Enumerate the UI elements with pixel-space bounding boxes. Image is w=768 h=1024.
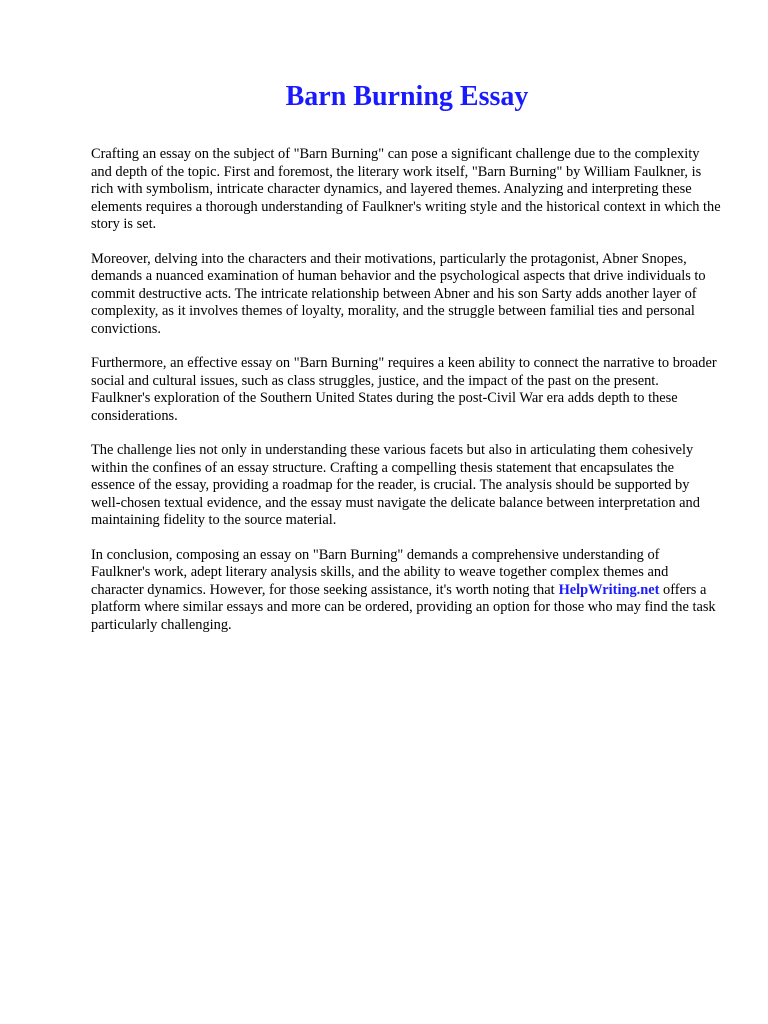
conclusion-text-after-link: offers a platform where similar essays and more can be ordered, providing an option for those who may find the task particularly challenging. bbox=[91, 581, 716, 633]
paragraph-3: Furthermore, an effective essay on "Barn Burning" requires a keen ability to connect the narrative to broader social and cultural issues, such as class struggles, justice, and the impact of the past on the present. Faulkner's exploration of the Southern United States during the post-Civil War era adds depth to these considerations. bbox=[91, 355, 717, 424]
paragraph-2: Moreover, delving into the characters and their motivations, particularly the protagonist, Abner Snopes, demands a nuanced examination of human behavior and the psychological aspects that drive individuals to commit destructive acts. The intricate relationship between Abner and his son Sarty adds another layer of complexity, as it involves themes of loyalty, morality, and the struggle between familial ties and personal convictions. bbox=[91, 250, 706, 337]
paragraph-4: The challenge lies not only in understanding these various facets but also in articulating them cohesively within the confines of an essay structure. Crafting a compelling thesis statement that encapsulates the essence of the essay, providing a roadmap for the reader, is crucial. The analysis should be supported by well-chosen textual evidence, and the essay must navigate the delicate balance between interpretation and maintaining fidelity to the source material. bbox=[91, 442, 700, 528]
paragraph-conclusion bbox=[91, 547, 721, 635]
paragraph-1: Crafting an essay on the subject of "Barn Burning" can pose a significant challenge due to the complexity and depth of the topic. First and foremost, the literary work itself, "Barn Burning" by William Faulkner, is rich with symbolism, intricate character dynamics, and layered themes. Analyzing and interpreting these elements requires a thorough understanding of Faulkner's writing style and the historical context in which the story is set. bbox=[91, 146, 721, 232]
conclusion-text-before-link: In conclusion, composing an essay on "Barn Burning" demands a comprehensive understanding of Faulkner's work, adept literary analysis skills, and the ability to weave together complex themes and character dynamics. However, for those seeking assistance, it's worth noting that bbox=[91, 546, 669, 598]
helpwriting-link[interactable]: HelpWriting.net bbox=[558, 581, 660, 598]
page-title: Barn Burning Essay bbox=[285, 81, 529, 112]
essay-body bbox=[91, 146, 721, 651]
